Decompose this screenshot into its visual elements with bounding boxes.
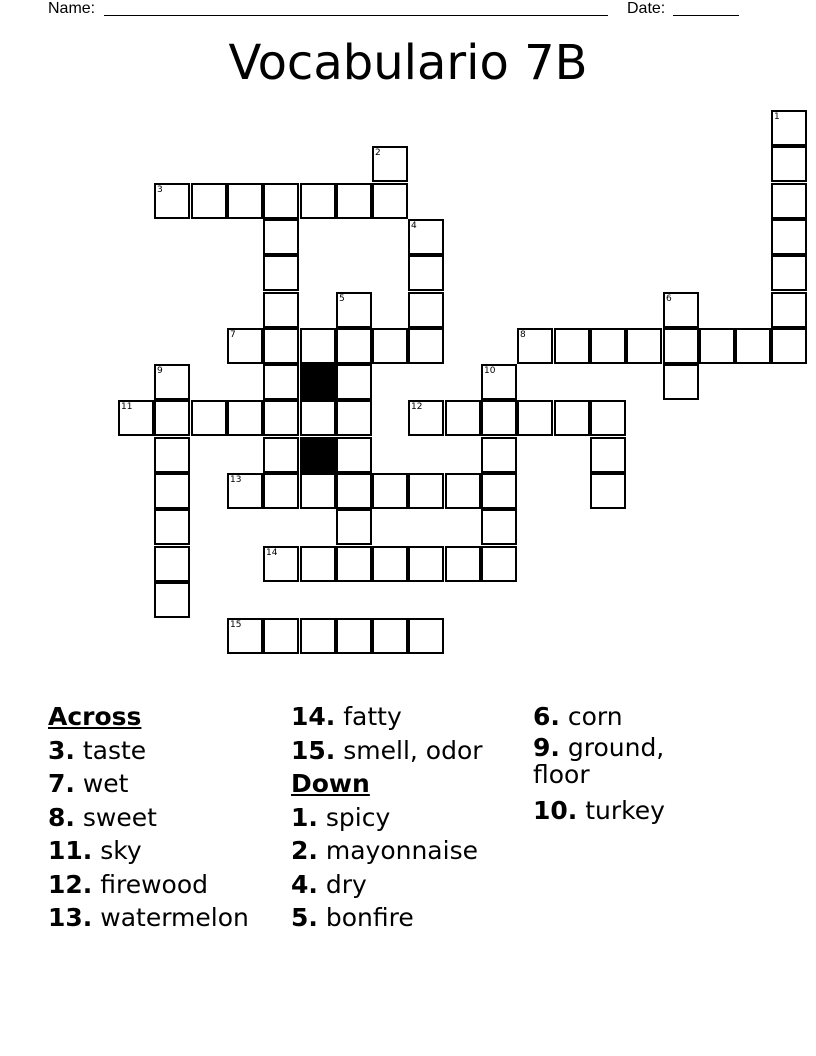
grid-cell[interactable] [372,183,408,219]
grid-cell[interactable] [445,473,481,509]
grid-cell[interactable] [517,400,553,436]
grid-cell[interactable] [771,328,807,364]
across-heading: Across [48,702,142,731]
clue-down-1 [291,801,531,835]
grid-cell[interactable] [771,255,807,291]
grid-cell[interactable] [263,400,299,436]
grid-cell[interactable] [191,183,227,219]
clue-across-13 [48,901,288,935]
grid-cell[interactable] [263,437,299,473]
grid-cell[interactable] [408,546,444,582]
clue-across-8 [48,801,288,835]
grid-cell[interactable] [263,546,299,582]
clue-column-1 [48,700,288,935]
grid-cell[interactable] [336,509,372,545]
cell-number: 5 [339,294,345,304]
clue-number: 12. [48,869,93,899]
cell-number: 10 [484,366,496,376]
date-label: Date: [627,0,666,17]
grid-cell[interactable] [554,400,590,436]
clue-text: ground, floor [533,732,665,789]
grid-cell[interactable] [372,473,408,509]
clue-number: 10. [533,795,578,825]
clue-number: 11. [48,836,93,865]
clue-across-7 [48,767,288,801]
grid-cell[interactable] [227,400,263,436]
cell-number: 13 [230,475,242,485]
clue-text: firewood [100,869,209,899]
clue-text: turkey [585,795,665,825]
grid-cell[interactable] [408,400,444,436]
grid-cell[interactable] [590,400,626,436]
clue-text: taste [82,735,147,765]
clue-across-15 [291,734,531,768]
grid-cell[interactable] [300,618,336,654]
clue-number: 14. [291,702,336,731]
grid-cell[interactable] [300,400,336,436]
grid-cell[interactable] [663,328,699,364]
grid-cell[interactable] [300,183,336,219]
grid-cell[interactable] [771,219,807,255]
cell-number: 11 [121,402,133,412]
clue-text: smell, odor [343,735,483,765]
grid-cell[interactable] [481,437,517,473]
grid-cell[interactable] [481,400,517,436]
clue-across-12 [48,868,288,902]
grid-cell[interactable] [336,618,372,654]
grid-cell[interactable] [227,473,263,509]
clue-number: 6. [533,702,560,731]
cell-number: 9 [157,366,163,376]
clue-across-11 [48,834,288,868]
clue-text: sky [100,836,142,865]
grid-cell[interactable] [481,364,517,400]
grid-cell[interactable] [481,473,517,509]
grid-cell[interactable] [445,546,481,582]
clue-text: fatty [343,702,402,731]
grid-cell[interactable] [263,328,299,364]
cell-number: 4 [411,221,417,231]
clue-down-4 [291,868,531,902]
grid-cell[interactable] [336,400,372,436]
grid-cell[interactable] [154,473,190,509]
cell-number: 12 [411,402,423,412]
clue-column-3 [533,700,693,827]
grid-cell[interactable] [154,400,190,436]
grid-cell[interactable] [699,328,735,364]
grid-cell[interactable] [227,183,263,219]
clue-number: 9. [533,732,560,762]
clue-number: 4. [291,869,318,899]
cell-number: 7 [230,330,236,340]
grid-cell[interactable] [154,183,190,219]
black-cell [300,437,336,473]
grid-cell[interactable] [263,618,299,654]
name-label: Name: [48,0,96,17]
clue-down-6 [533,700,693,734]
clue-number: 5. [291,903,318,932]
grid-cell[interactable] [771,146,807,182]
grid-cell[interactable] [263,473,299,509]
grid-cell[interactable] [336,546,372,582]
grid-cell[interactable] [336,328,372,364]
grid-cell[interactable] [227,618,263,654]
grid-cell[interactable] [408,618,444,654]
clue-text: spicy [325,802,391,832]
grid-cell[interactable] [408,219,444,255]
grid-cell[interactable] [554,328,590,364]
clue-text: mayonnaise [325,836,478,865]
grid-cell[interactable] [336,292,372,328]
clue-down-2 [291,834,531,868]
grid-cell[interactable] [154,582,190,618]
grid-cell[interactable] [372,146,408,182]
grid-cell[interactable] [372,328,408,364]
grid-cell[interactable] [336,364,372,400]
clue-across-14 [291,700,531,734]
cell-number: 14 [266,548,278,558]
grid-cell[interactable] [408,292,444,328]
grid-cell[interactable] [481,546,517,582]
cell-number: 3 [157,185,163,195]
grid-cell[interactable] [517,328,553,364]
grid-cell[interactable] [771,292,807,328]
clue-text: dry [325,869,367,899]
grid-cell[interactable] [154,546,190,582]
clue-text: watermelon [100,903,249,932]
grid-cell[interactable] [154,364,190,400]
cell-number: 2 [375,148,381,158]
grid-cell[interactable] [263,255,299,291]
clue-down-9 [533,734,693,794]
clue-number: 1. [291,802,318,832]
clue-across-3 [48,734,288,768]
grid-cell[interactable] [336,437,372,473]
grid-cell[interactable] [336,473,372,509]
clue-text: corn [567,702,623,731]
grid-cell[interactable] [300,473,336,509]
grid-cell[interactable] [590,437,626,473]
grid-cell[interactable] [771,110,807,146]
grid-cell[interactable] [154,437,190,473]
clue-number: 7. [48,769,75,798]
clue-text: bonfire [325,903,414,932]
grid-cell[interactable] [481,509,517,545]
grid-cell[interactable] [445,400,481,436]
grid-cell[interactable] [372,618,408,654]
clue-text: sweet [82,802,157,832]
grid-cell[interactable] [300,546,336,582]
grid-cell[interactable] [263,292,299,328]
clue-text: wet [82,769,129,798]
clue-number: 15. [291,735,336,765]
clue-down-10 [533,794,693,828]
grid-cell[interactable] [191,400,227,436]
grid-cell[interactable] [227,328,263,364]
clue-number: 8. [48,802,75,832]
cell-number: 15 [230,620,242,630]
cell-number: 1 [774,112,780,122]
grid-cell[interactable] [263,219,299,255]
grid-cell[interactable] [771,183,807,219]
clue-number: 13. [48,903,93,932]
grid-cell[interactable] [735,328,771,364]
grid-cell[interactable] [626,328,662,364]
grid-cell[interactable] [590,328,626,364]
grid-cell[interactable] [590,473,626,509]
grid-cell[interactable] [263,364,299,400]
grid-cell[interactable] [663,364,699,400]
black-cell [300,364,336,400]
grid-cell[interactable] [336,183,372,219]
grid-cell[interactable] [408,255,444,291]
grid-cell[interactable] [408,328,444,364]
cell-number: 8 [520,330,526,340]
clue-number: 2. [291,836,318,865]
clue-number: 3. [48,735,75,765]
grid-cell[interactable] [663,292,699,328]
clue-down-5 [291,901,531,935]
grid-cell[interactable] [300,328,336,364]
cell-number: 6 [666,294,672,304]
clue-column-2 [291,700,531,935]
grid-cell[interactable] [263,183,299,219]
grid-cell[interactable] [372,546,408,582]
grid-cell[interactable] [118,400,154,436]
down-heading: Down [291,769,370,798]
page-title: Vocabulario 7B [228,35,588,91]
grid-cell[interactable] [408,473,444,509]
grid-cell[interactable] [154,509,190,545]
